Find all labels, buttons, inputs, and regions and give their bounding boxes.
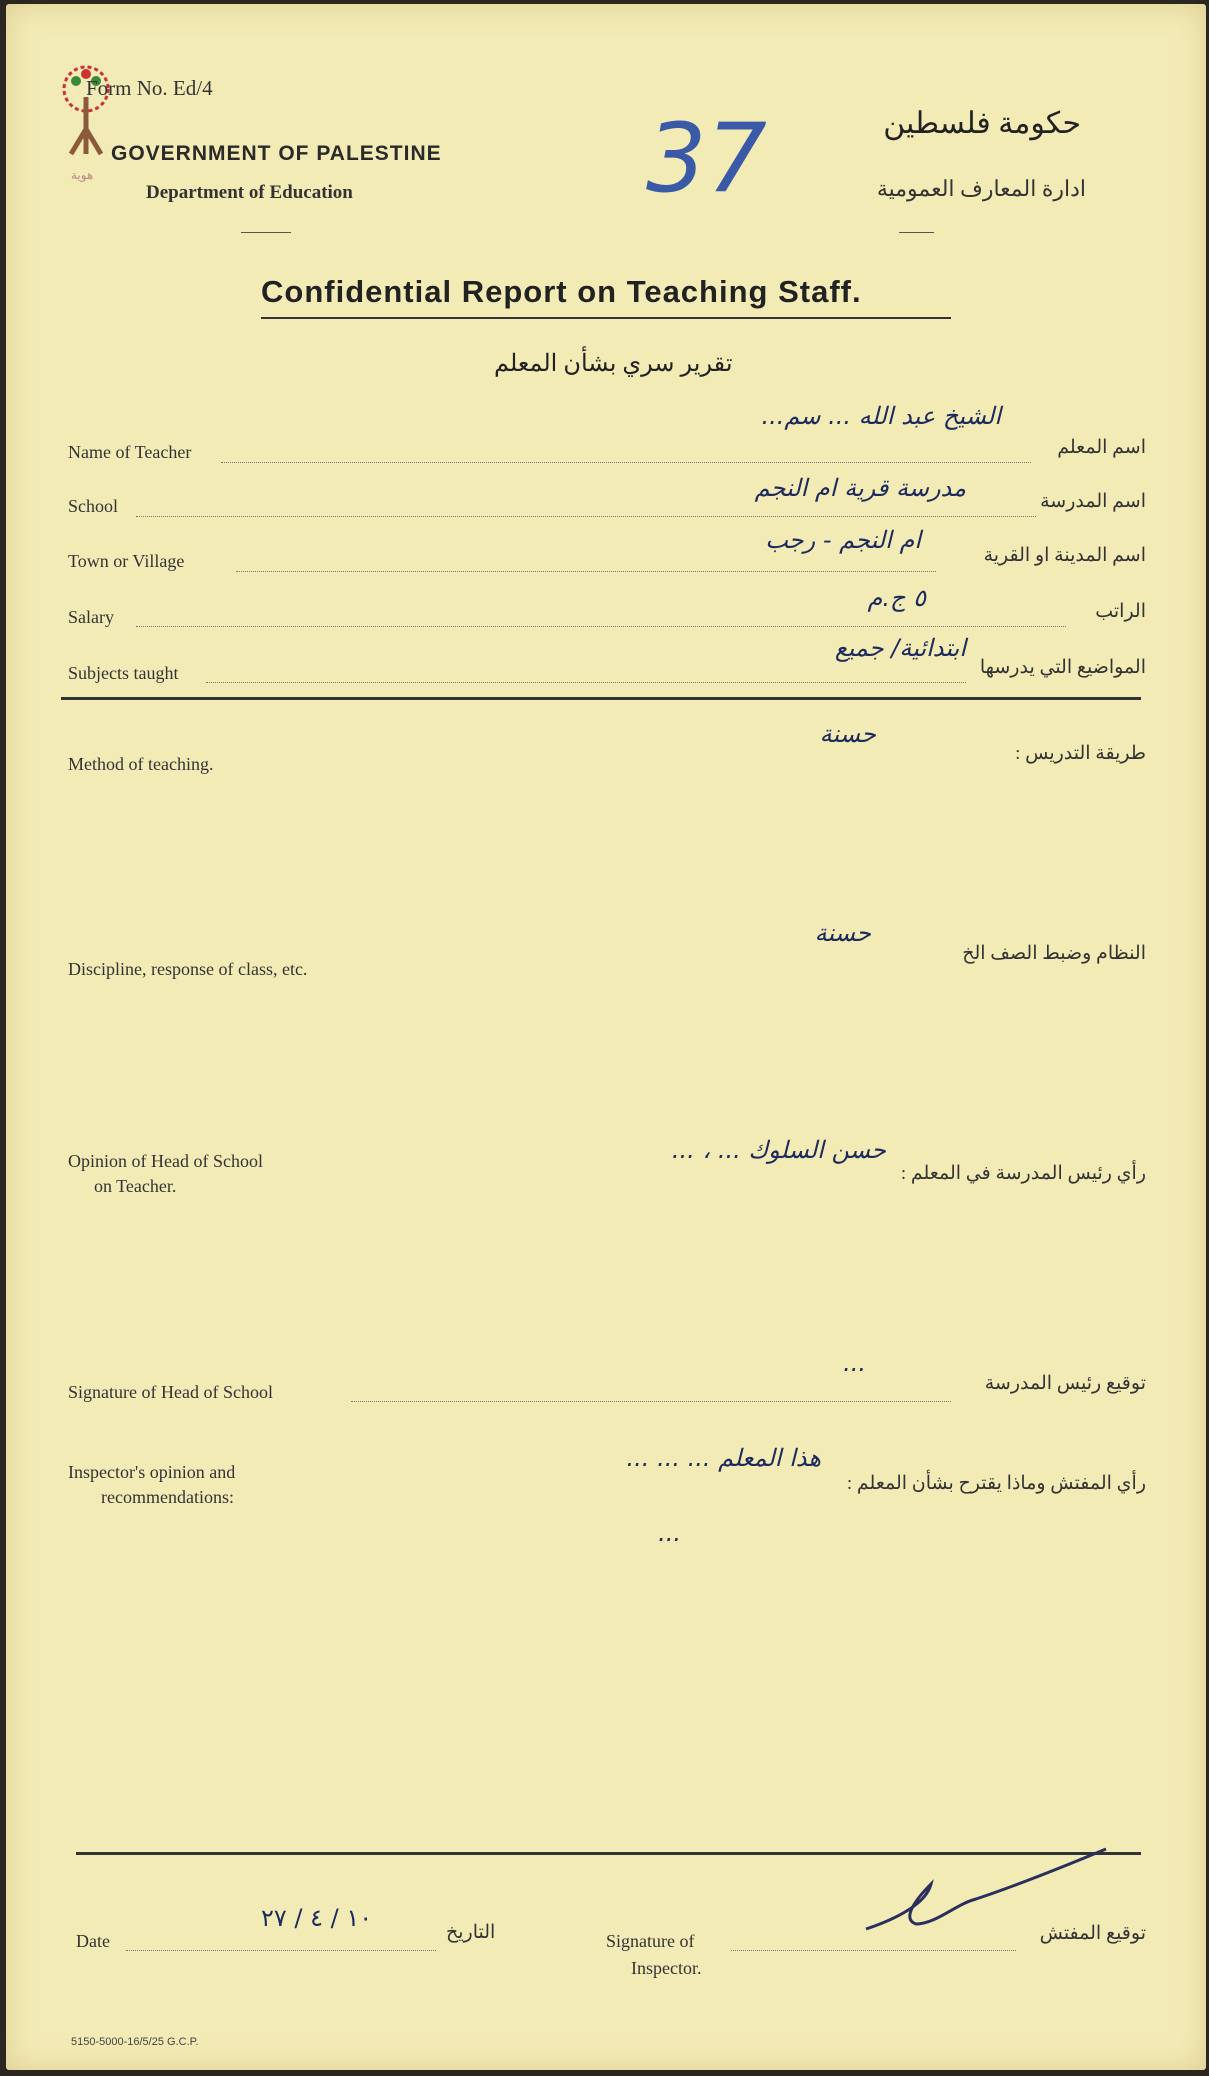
inspector-opinion-label: Inspector's opinion and [68,1462,236,1482]
government-arabic: حكومة فلسطين [883,107,1081,140]
inspector-opinion-value: هذا المعلم ... ... ... [626,1444,821,1472]
subjects-value: ابتدائية/ جميع [834,634,966,662]
print-code: 5150-5000-16/5/25 G.C.P. [71,2036,199,2048]
head-signature-label: Signature of Head of School [68,1382,273,1402]
name-value: الشيخ عبد الله ... سم... [761,402,1001,430]
method-label: Method of teaching. [68,754,214,774]
date-value: ١٠ / ٤ / ٢٧ [261,1904,373,1932]
method-label-ar: طريقة التدريس : [1015,743,1146,764]
school-label-ar: اسم المدرسة [1040,491,1146,512]
salary-value: ٥ ج.م [867,584,926,612]
form-page [6,4,1206,2070]
salary-line [136,626,1066,627]
date-label: Date [76,1931,110,1951]
department-english: Department of Education [146,182,353,203]
subjects-label: Subjects taught [68,663,179,683]
inspector-signature [856,1824,1116,1944]
discipline-value: حسنة [814,919,871,947]
subjects-label-ar: المواضيع التي يدرسها [979,657,1146,678]
method-value: حسنة [819,720,876,748]
discipline-label: Discipline, response of class, etc. [68,959,308,979]
government-english: GOVERNMENT OF PALESTINE [111,142,442,165]
page-title-arabic: تقرير سري بشأن المعلم [494,351,733,377]
inspector-opinion-label-ar: رأي المفتش وماذا يقترح بشأن المعلم : [846,1473,1146,1494]
inspector-opinion-label-2: recommendations: [101,1487,234,1507]
date-line [126,1950,436,1951]
name-line [221,462,1031,463]
head-opinion-value: حسن السلوك ... ، ... [671,1136,886,1164]
head-opinion-label-2: on Teacher. [94,1176,177,1196]
form-number: Form No. Ed/4 [86,76,213,100]
title-underline [261,317,951,319]
town-label: Town or Village [68,551,185,571]
department-arabic: ادارة المعارف العمومية [876,176,1086,201]
name-label: Name of Teacher [68,442,192,462]
date-label-ar: التاريخ [446,1922,496,1943]
divider [241,232,291,233]
section-rule [61,697,1141,700]
file-number: 37 [646,104,767,214]
school-line [136,516,1036,517]
head-signature-label-ar: توقيع رئيس المدرسة [984,1373,1146,1394]
page-title: Confidential Report on Teaching Staff. [261,274,862,309]
head-opinion-label-ar: رأي رئيس المدرسة في المعلم : [900,1163,1146,1184]
inspector-signature-line [731,1950,1016,1951]
inspector-signature-label: Signature of [606,1931,695,1951]
inspector-opinion-value-2: ... [658,1519,681,1547]
town-line [236,571,936,572]
salary-label-ar: الراتب [1095,601,1146,622]
school-value: مدرسة قرية ام النجم [754,474,966,502]
inspector-signature-label-2: Inspector. [631,1958,702,1978]
school-label: School [68,496,119,516]
discipline-label-ar: النظام وضبط الصف الخ [962,943,1146,964]
subjects-line [206,682,966,683]
inspector-signature-label-ar: توقيع المفتش [1039,1923,1146,1944]
head-signature-line [351,1401,951,1402]
svg-text:هوية: هوية [71,168,94,182]
salary-label: Salary [68,607,114,627]
town-label-ar: اسم المدينة او القرية [983,545,1146,566]
town-value: ام النجم - رجب [765,526,921,554]
name-label-ar: اسم المعلم [1057,437,1146,458]
head-opinion-label: Opinion of Head of School [68,1151,263,1171]
divider [899,232,934,233]
head-signature-value: ... [843,1349,866,1377]
